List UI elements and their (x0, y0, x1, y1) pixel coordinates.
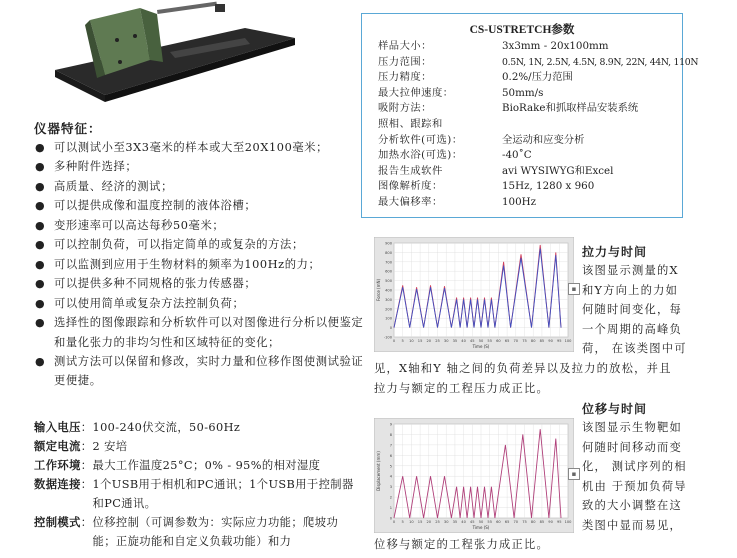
y-tick-label: 800 (385, 250, 392, 255)
x-tick-label: 20 (426, 339, 432, 343)
y-tick-label: 400 (385, 288, 392, 293)
force-time-chart (374, 237, 574, 352)
y-tick-label: 8 (389, 432, 392, 437)
x-tick-label: 85 (539, 339, 545, 343)
param-label: 吸附方法： (378, 102, 432, 115)
spec-label: 控制模式 (34, 515, 81, 529)
x-tick-label: 75 (522, 339, 527, 343)
desc-line: 该图显示生物靶如 (582, 421, 682, 434)
chart-expand-icon[interactable]: ▪ (568, 283, 580, 295)
desc-line: 荷， 在该类图中可 (582, 342, 687, 356)
feature-item: ● 可以监测到应用于生物材料的频率为100Hz的力； (34, 255, 364, 274)
spec-sep: ： (80, 516, 93, 529)
y-tick-label: 700 (385, 260, 392, 265)
y-tick-label: 0 (389, 326, 392, 331)
param-value: 0.2%/压力范围 (502, 71, 573, 84)
x-tick-label: 95 (557, 520, 562, 524)
desc-line: 何随时间变化，每 (582, 303, 682, 317)
x-tick-label: 30 (443, 520, 449, 524)
desc-line: 该图显示测量的X (582, 264, 679, 277)
y-tick-label: 100 (385, 316, 392, 321)
param-label: 样品大小： (378, 40, 432, 52)
y-tick-label: 600 (385, 269, 392, 274)
x-tick-label: 40 (461, 520, 466, 524)
desc-line: 类图中显而易见， (582, 519, 682, 532)
x-tick-label: 15 (417, 339, 423, 343)
param-value: 3x3mm - 20x100mm (502, 40, 609, 52)
param-label: 加热水浴(可选)： (378, 149, 463, 162)
x-tick-label: 90 (548, 339, 553, 343)
y-tick-label: 5 (389, 464, 392, 469)
x-tick-label: 40 (461, 339, 466, 343)
feature-item: ● 可以提供多种不同规格的张力传感器； (34, 274, 364, 293)
feature-item: ● 测试方法可以保留和修改，实时力量和位移作图使测试验证更便捷。 (34, 352, 364, 391)
desc-line: 一个周期的高峰负 (582, 322, 682, 336)
section1-title: 拉力与时间 (582, 245, 648, 259)
y-tick-label: 2 (389, 495, 392, 500)
x-tick-label: 10 (409, 520, 414, 524)
y-axis-label: Displacement (mm) (376, 451, 381, 491)
x-tick-label: 80 (530, 339, 536, 343)
param-value: BioRake和抓取样品安装系统 (502, 102, 639, 115)
x-tick-label: 95 (557, 339, 562, 343)
spec-row (34, 437, 354, 456)
spec-value: 1个USB用于相机和PC通讯；1个USB用于控制器和PC通讯。 (92, 478, 354, 510)
desc-line: 化， 测试序列的相 (582, 460, 687, 474)
spec-sep: ： (80, 478, 93, 491)
x-tick-label: 50 (478, 520, 484, 524)
param-label: 照相、跟踪和 (378, 118, 443, 130)
x-tick-label: 25 (435, 339, 440, 343)
feature-item: ● 可以控制负荷，可以指定简单的或复杂的方法； (34, 235, 364, 254)
desc-line: 和Y方向上的力如 (582, 283, 679, 297)
spec-value: 最大工作温度25°C；0% - 95%的相对湿度 (92, 459, 321, 472)
spec-row (34, 513, 354, 551)
spec-label: 数据连接 (34, 477, 81, 491)
feature-item: ● 高质量、经济的测试； (34, 177, 364, 196)
x-tick-label: 20 (426, 520, 432, 524)
y-tick-label: 3 (389, 485, 392, 490)
section2-title: 位移与时间 (582, 402, 648, 416)
x-tick-label: 55 (487, 339, 492, 343)
spec-row (34, 475, 354, 513)
x-tick-label: 0 (392, 339, 396, 343)
spec-label: 工作环境 (34, 458, 81, 472)
feature-item: ● 可以测试小至3X3毫米的样本或大至20X100毫米； (34, 138, 364, 157)
y-tick-label: 1 (389, 506, 392, 511)
desc-line: 拉力与额定的工程压力成正比。 (374, 381, 549, 395)
desc-line: 致的大小调整在这 (582, 499, 682, 513)
spec-row (34, 418, 354, 437)
param-value: avi WYSIWYG和Excel (502, 164, 614, 177)
x-tick-label: 60 (496, 520, 501, 524)
y-tick-label: 900 (385, 241, 392, 246)
param-value: 全运动和应变分析 (502, 133, 585, 146)
desc-line: 位移与额定的工程张力成正比。 (374, 538, 549, 551)
spec-row (34, 456, 354, 475)
desc-line: 何随时间移动而变 (582, 440, 682, 454)
param-label: 分析软件(可选)： (378, 133, 463, 146)
y-tick-label: 0 (389, 516, 392, 521)
param-label: 最大拉伸速度： (378, 86, 454, 99)
x-axis-label: Time (S) (472, 525, 490, 530)
y-tick-label: 200 (385, 307, 392, 312)
chart-expand-icon[interactable]: ▪ (568, 468, 580, 480)
spec-sep: ： (80, 440, 93, 453)
x-tick-label: 65 (504, 520, 510, 524)
features-title: 仪器特征： (34, 121, 102, 136)
y-axis-label: Force (mN) (376, 278, 381, 302)
y-tick-label: -100 (383, 335, 392, 340)
x-tick-label: 85 (539, 520, 545, 524)
x-tick-label: 35 (452, 339, 458, 343)
feature-item: ● 变形速率可以高达每秒50毫米； (34, 216, 364, 235)
displacement-time-chart (374, 418, 574, 533)
x-axis-label: Time (S) (472, 344, 490, 349)
x-tick-label: 80 (530, 520, 536, 524)
param-value: -40˚C (502, 149, 532, 162)
param-label: 压力精度： (378, 71, 432, 84)
y-tick-label: 500 (385, 279, 392, 284)
x-tick-label: 100 (564, 339, 572, 343)
y-tick-label: 300 (385, 297, 392, 302)
param-label: 压力范围： (378, 55, 432, 68)
desc-line: 机由 于预加负荷导 (582, 479, 687, 493)
x-tick-label: 0 (392, 520, 396, 524)
features-list (34, 138, 364, 391)
param-value: 0.5N, 1N, 2.5N, 4.5N, 8.9N, 22N, 44N, 110N (502, 56, 699, 68)
x-tick-label: 5 (401, 520, 404, 524)
y-tick-label: 6 (389, 453, 392, 458)
device-illustration (45, 0, 300, 110)
x-tick-label: 55 (487, 520, 492, 524)
x-tick-label: 30 (443, 339, 449, 343)
x-tick-label: 100 (564, 520, 572, 524)
feature-item: ● 可以使用简单或复杂方法控制负荷； (34, 294, 364, 313)
feature-item: ● 可以提供成像和温度控制的液体浴槽； (34, 196, 364, 215)
spec-label: 输入电压 (34, 420, 81, 434)
x-tick-label: 5 (401, 339, 404, 343)
feature-item: ● 选择性的图像跟踪和分析软件可以对图像进行分析以便鉴定和量化张力的非均匀性和区域特征的变化； (34, 313, 364, 352)
spec-sep: ： (80, 459, 93, 472)
feature-item: ● 多种附件选择； (34, 157, 364, 176)
x-tick-label: 15 (417, 520, 423, 524)
spec-label: 额定电流 (34, 439, 81, 453)
x-tick-label: 90 (548, 520, 553, 524)
param-value: 15Hz, 1280 x 960 (502, 180, 595, 193)
y-tick-label: 4 (389, 474, 392, 479)
y-tick-label: 7 (389, 443, 392, 448)
spec-block (34, 418, 354, 551)
params-title: CS-USTRETCH参数 (469, 24, 575, 36)
desc-line: 见，X轴和Y 轴之间的负荷差异以及拉力的放松，并且 (374, 362, 672, 375)
x-tick-label: 45 (470, 339, 475, 343)
param-label: 报告生成软件 (378, 164, 443, 177)
x-tick-label: 70 (513, 339, 519, 343)
x-tick-label: 70 (513, 520, 519, 524)
x-tick-label: 10 (409, 339, 414, 343)
x-tick-label: 60 (496, 339, 501, 343)
y-tick-label: 9 (389, 422, 392, 427)
param-label: 最大偏移率： (378, 196, 443, 208)
x-tick-label: 45 (470, 520, 475, 524)
param-label: 图像解析度： (378, 180, 443, 193)
param-value: 50mm/s (502, 86, 544, 99)
x-tick-label: 35 (452, 520, 458, 524)
param-value: 100Hz (502, 196, 537, 208)
x-tick-label: 25 (435, 520, 440, 524)
x-tick-label: 50 (478, 339, 484, 343)
spec-value: 位移控制（可调参数为：实际应力功能；爬坡功能；正旋功能和自定义负载功能）和力 (92, 516, 339, 548)
spec-value: 100-240伏交流，50-60Hz (92, 421, 241, 434)
spec-value: 2 安培 (92, 440, 128, 453)
spec-sep: ： (80, 421, 93, 434)
x-tick-label: 75 (522, 520, 527, 524)
x-tick-label: 65 (504, 339, 510, 343)
